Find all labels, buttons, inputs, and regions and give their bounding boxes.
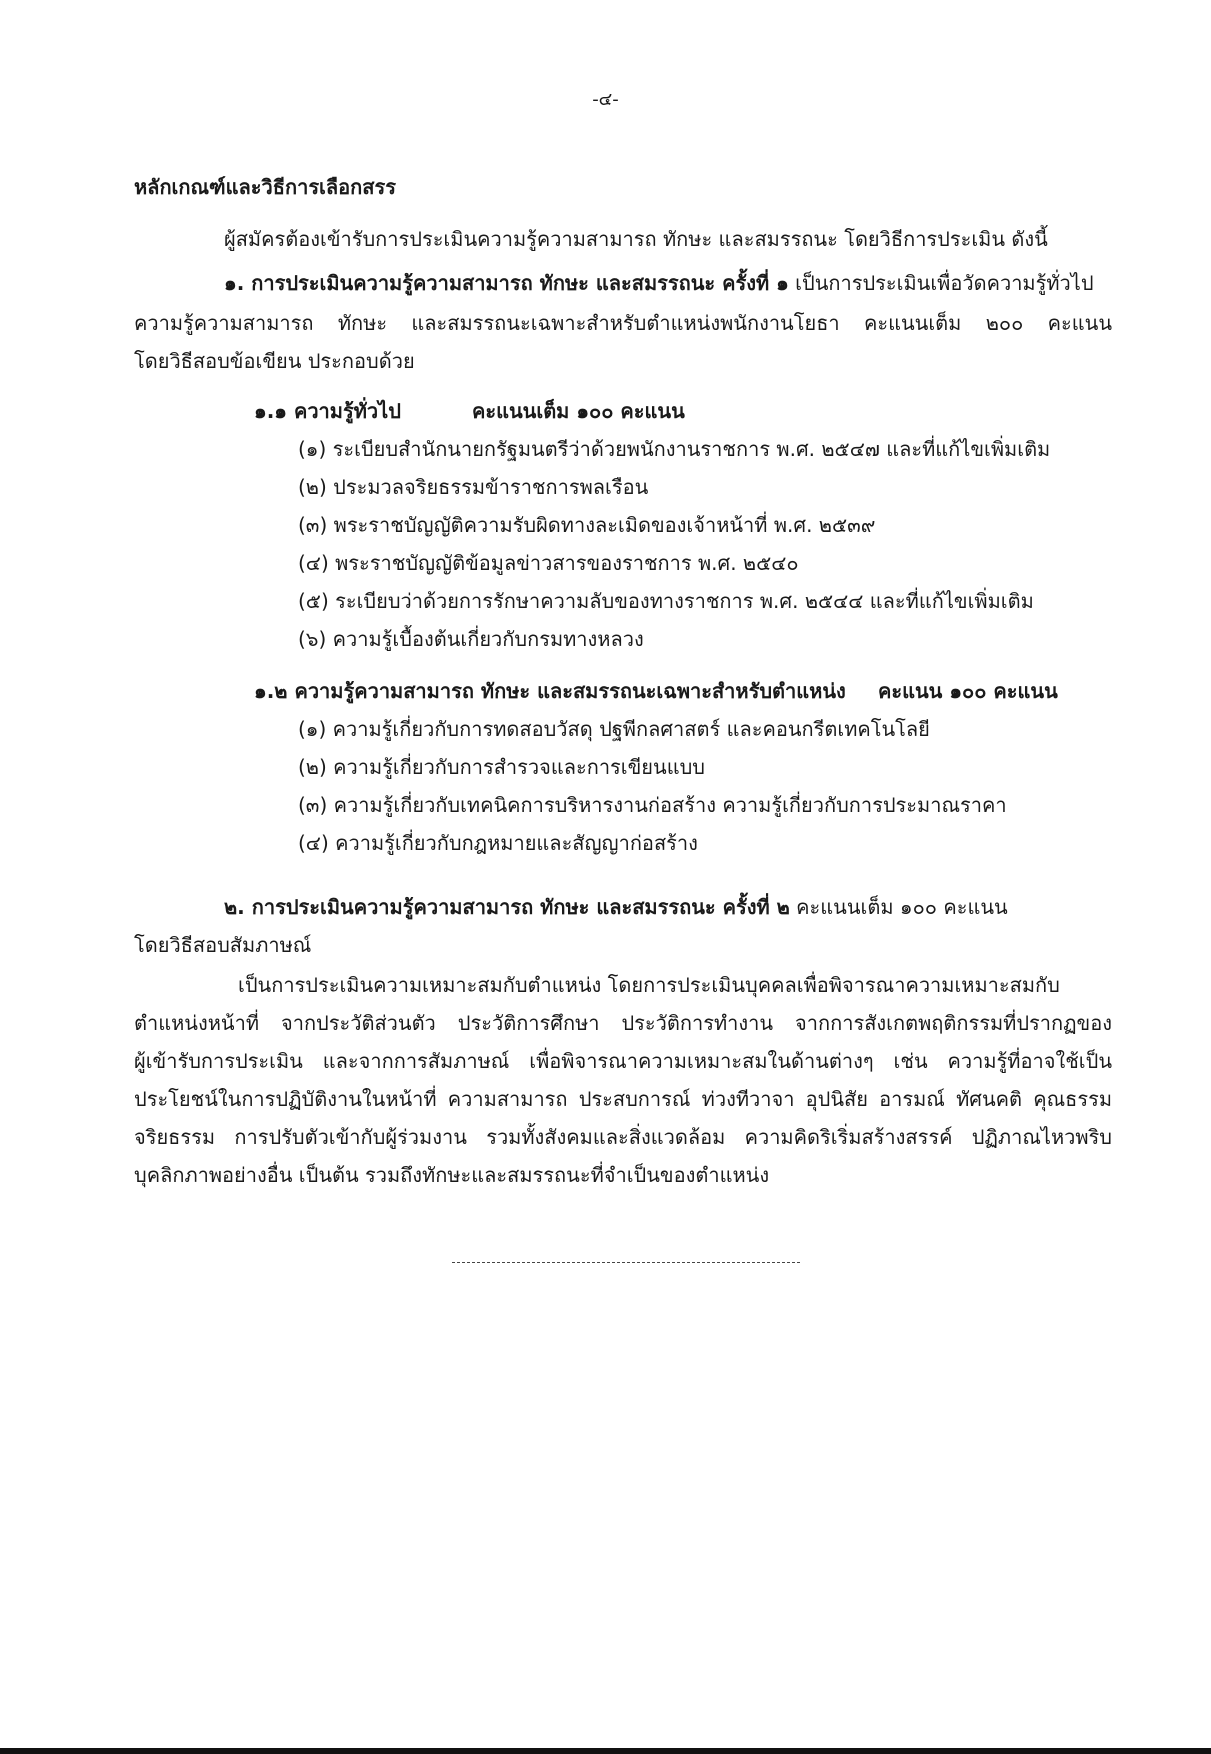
sub2-item: (๒) ความรู้เกี่ยวกับการสำรวจและการเขียนแบบ [298,755,705,779]
intro-text: ผู้สมัครต้องเข้ารับการประเมินความรู้ความสามารถ ทักษะ และสมรรถนะ โดยวิธีการประเมิน ดังนี้ [224,227,1048,251]
sub2-score: คะแนน ๑๐๐ คะแนน [878,679,1058,703]
sub1-item: (๔) พระราชบัญญัติข้อมูลข่าวสารของราชการ พ.ศ. ๒๕๔๐ [298,551,799,575]
sub2-item: (๔) ความรู้เกี่ยวกับกฎหมายและสัญญาก่อสร้าง [298,831,698,855]
section1-line2: ความรู้ความสามารถ ทักษะ และสมรรถนะเฉพาะสำหรับตำแหน่งพนักงานโยธา คะแนนเต็ม ๒๐๐ คะแนน [134,311,1112,335]
section2-paragraph-line: บุคลิกภาพอย่างอื่น เป็นต้น รวมถึงทักษะและสมรรถนะที่จำเป็นของตำแหน่ง [134,1163,770,1187]
end-divider [452,1262,800,1263]
sub1-item: (๒) ประมวลจริยธรรมข้าราชการพลเรือน [298,475,649,499]
section2-paragraph-line: จริยธรรม การปรับตัวเข้ากับผู้ร่วมงาน รวมทั้งสังคมและสิ่งแวดล้อม ความคิดริเริ่มสร้างสรรค์ ปฏิภาณไหวพริบ [134,1125,1112,1149]
sub1-item: (๑) ระเบียบสำนักนายกรัฐมนตรีว่าด้วยพนักงานราชการ พ.ศ. ๒๕๔๗ และที่แก้ไขเพิ่มเติม [298,437,1051,461]
section1-title-rest: เป็นการประเมินเพื่อวัดความรู้ทั่วไป [788,271,1094,295]
sub1-item: (๓) พระราชบัญญัติความรับผิดทางละเมิดของเจ้าหน้าที่ พ.ศ. ๒๕๓๙ [298,513,876,537]
section2-title-line [224,892,1008,922]
sub2-item: (๑) ความรู้เกี่ยวกับการทดสอบวัสดุ ปฐพีกลศาสตร์ และคอนกรีตเทคโนโลยี [298,717,930,741]
scan-bottom-edge [0,1748,1211,1754]
sub2-title: ๑.๒ ความรู้ความสามารถ ทักษะ และสมรรถนะเฉพาะสำหรับตำแหน่ง [254,679,846,703]
sub1-item: (๕) ระเบียบว่าด้วยการรักษาความลับของทางราชการ พ.ศ. ๒๕๔๔ และที่แก้ไขเพิ่มเติม [298,589,1034,613]
section2-title: ๒. การประเมินความรู้ความสามารถ ทักษะ และสมรรถนะ ครั้งที่ ๒ [224,895,790,919]
page-number: -๔- [592,89,619,110]
section1-title: ๑. การประเมินความรู้ความสามารถ ทักษะ และสมรรถนะ ครั้งที่ ๑ [224,271,789,295]
section2-paragraph-line: ประโยชน์ในการปฏิบัติงานในหน้าที่ ความสามารถ ประสบการณ์ ท่วงทีวาจา อุปนิสัย อารมณ์ ทัศนคติ คุณธรรม [134,1087,1112,1111]
sub1-item: (๖) ความรู้เบื้องต้นเกี่ยวกับกรมทางหลวง [298,627,644,651]
sub1-score: คะแนนเต็ม ๑๐๐ คะแนน [472,399,685,423]
section2-title-rest: คะแนนเต็ม ๑๐๐ คะแนน [789,895,1008,919]
section-heading: หลักเกณฑ์และวิธีการเลือกสรร [134,175,396,199]
section2-paragraph-line: ตำแหน่งหน้าที่ จากประวัติส่วนตัว ประวัติการศึกษา ประวัติการทำงาน จากการสังเกตพฤติกรรมที่ปรากฏของ [134,1011,1112,1035]
section1-line3: โดยวิธีสอบข้อเขียน ประกอบด้วย [134,349,415,373]
section2-paragraph-line: ผู้เข้ารับการประเมิน และจากการสัมภาษณ์ เพื่อพิจารณาความเหมาะสมในด้านต่างๆ เช่น ความรู้ที่อาจใช้เป็น [134,1049,1112,1073]
sub2-item: (๓) ความรู้เกี่ยวกับเทคนิคการบริหารงานก่อสร้าง ความรู้เกี่ยวกับการประมาณราคา [298,793,1007,817]
section1-title-line [224,268,1094,298]
sub1-title: ๑.๑ ความรู้ทั่วไป [254,399,401,423]
section2-line2: โดยวิธีสอบสัมภาษณ์ [134,933,312,957]
section2-paragraph-line: เป็นการประเมินความเหมาะสมกับตำแหน่ง โดยการประเมินบุคคลเพื่อพิจารณาความเหมาะสมกับ [238,973,1060,997]
